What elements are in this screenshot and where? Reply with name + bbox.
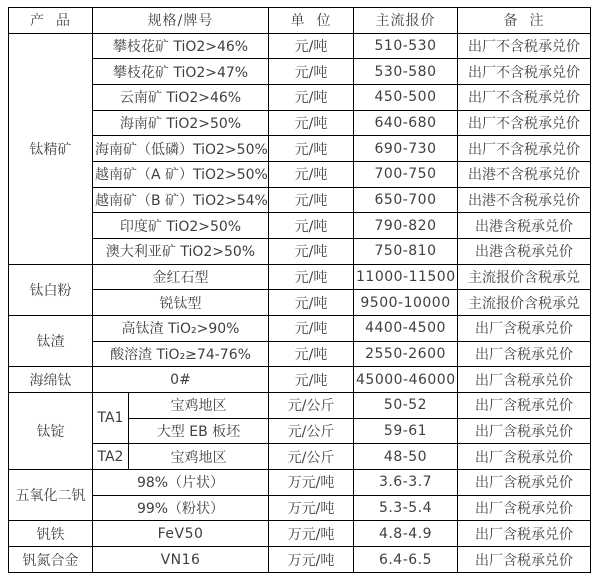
price-cell: 2550-2600 — [354, 341, 458, 367]
note-cell: 出厂含税承兑价 — [458, 367, 591, 393]
spec-cell: 印度矿 TiO2>50% — [93, 213, 269, 239]
unit-cell: 元/公斤 — [269, 393, 354, 419]
price-cell: 3.6-3.7 — [354, 470, 458, 496]
price-cell: 700-750 — [354, 162, 458, 188]
price-cell: 48-50 — [354, 444, 458, 470]
note-cell: 主流报价含税承兑 — [458, 264, 591, 290]
price-cell: 50-52 — [354, 393, 458, 419]
note-cell: 出厂含税承兑价 — [458, 316, 591, 342]
price-cell: 450-500 — [354, 85, 458, 111]
unit-cell: 万元/吨 — [269, 470, 354, 496]
header-note: 备 注 — [458, 8, 591, 34]
note-cell: 出港不含税承兑价 — [458, 187, 591, 213]
spec-cell: 攀枝花矿 TiO2>47% — [93, 59, 269, 85]
spec-cell: 金红石型 — [93, 264, 269, 290]
unit-cell: 元/公斤 — [269, 418, 354, 444]
note-cell: 出港含税承兑价 — [458, 213, 591, 239]
note-cell: 出厂不含税承兑价 — [458, 33, 591, 59]
note-cell: 出厂含税承兑价 — [458, 393, 591, 419]
spec-cell: 云南矿 TiO2>46% — [93, 85, 269, 111]
table-row — [9, 444, 591, 470]
note-cell: 出厂不含税承兑价 — [458, 85, 591, 111]
header-spec: 规格/牌号 — [93, 8, 269, 34]
unit-cell: 元/吨 — [269, 290, 354, 316]
note-cell: 出厂含税承兑价 — [458, 418, 591, 444]
spec-cell: 高钛渣 TiO₂>90% — [93, 316, 269, 342]
note-cell: 出厂含税承兑价 — [458, 341, 591, 367]
spec-cell: 越南矿（A 矿）TiO2>50% — [93, 162, 269, 188]
price-cell: 530-580 — [354, 59, 458, 85]
table-row — [9, 33, 591, 59]
note-cell: 出厂不含税承兑价 — [458, 110, 591, 136]
product-cell: 钛渣 — [9, 316, 93, 367]
note-cell: 出厂含税承兑价 — [458, 444, 591, 470]
price-cell: 5.3-5.4 — [354, 495, 458, 521]
unit-cell: 元/吨 — [269, 264, 354, 290]
spec-cell: 越南矿（B 矿）TiO2>54% — [93, 187, 269, 213]
price-cell: 4400-4500 — [354, 316, 458, 342]
price-cell: 650-700 — [354, 187, 458, 213]
price-cell: 11000-11500 — [354, 264, 458, 290]
table-row — [9, 367, 591, 393]
unit-cell: 元/公斤 — [269, 444, 354, 470]
header-price: 主流报价 — [354, 8, 458, 34]
product-cell: 五氧化二钒 — [9, 470, 93, 521]
spec-cell: 99%（粉状） — [93, 495, 269, 521]
price-table — [8, 7, 591, 573]
table-row — [9, 264, 591, 290]
table-row — [9, 547, 591, 573]
unit-cell: 元/吨 — [269, 59, 354, 85]
spec-cell: 澳大利亚矿 TiO2>50% — [93, 239, 269, 265]
note-cell: 出厂不含税承兑价 — [458, 136, 591, 162]
product-cell: 钛精矿 — [9, 33, 93, 264]
price-cell: 45000-46000 — [354, 367, 458, 393]
spec-cell: 酸溶渣 TiO₂≥74-76% — [93, 341, 269, 367]
unit-cell: 元/吨 — [269, 239, 354, 265]
price-cell: 59-61 — [354, 418, 458, 444]
price-cell: 640-680 — [354, 110, 458, 136]
product-cell: 钒铁 — [9, 521, 93, 547]
unit-cell: 万元/吨 — [269, 547, 354, 573]
unit-cell: 元/吨 — [269, 85, 354, 111]
table-row — [9, 136, 591, 162]
product-cell: 钛白粉 — [9, 264, 93, 315]
spec-cell: 大型 EB 板坯 — [129, 418, 269, 444]
note-cell: 出厂不含税承兑价 — [458, 59, 591, 85]
table-row — [9, 162, 591, 188]
ta-cell: TA2 — [93, 444, 129, 470]
spec-cell: 宝鸡地区 — [129, 444, 269, 470]
spec-cell: FeV50 — [93, 521, 269, 547]
unit-cell: 万元/吨 — [269, 521, 354, 547]
price-cell: 790-820 — [354, 213, 458, 239]
table-row — [9, 187, 591, 213]
spec-cell: 攀枝花矿 TiO2>46% — [93, 33, 269, 59]
unit-cell: 元/吨 — [269, 213, 354, 239]
header-row — [9, 8, 591, 34]
product-cell: 海绵钛 — [9, 367, 93, 393]
unit-cell: 元/吨 — [269, 316, 354, 342]
note-cell: 出厂含税承兑价 — [458, 521, 591, 547]
spec-cell: 锐钛型 — [93, 290, 269, 316]
spec-cell: VN16 — [93, 547, 269, 573]
table-row — [9, 470, 591, 496]
price-cell: 510-530 — [354, 33, 458, 59]
note-cell: 出港不含税承兑价 — [458, 162, 591, 188]
table-row — [9, 290, 591, 316]
unit-cell: 元/吨 — [269, 341, 354, 367]
price-cell: 4.8-4.9 — [354, 521, 458, 547]
price-cell: 750-810 — [354, 239, 458, 265]
note-cell: 主流报价含税承兑 — [458, 290, 591, 316]
product-cell: 钒氮合金 — [9, 547, 93, 573]
table-row — [9, 341, 591, 367]
header-unit: 单 位 — [269, 8, 354, 34]
unit-cell: 元/吨 — [269, 162, 354, 188]
unit-cell: 元/吨 — [269, 110, 354, 136]
product-cell: 钛锭 — [9, 393, 93, 470]
table-row — [9, 239, 591, 265]
header-product: 产 品 — [9, 8, 93, 34]
price-cell: 690-730 — [354, 136, 458, 162]
price-cell: 9500-10000 — [354, 290, 458, 316]
table-row — [9, 393, 591, 419]
price-cell: 6.4-6.5 — [354, 547, 458, 573]
table-row — [9, 521, 591, 547]
unit-cell: 元/吨 — [269, 187, 354, 213]
unit-cell: 元/吨 — [269, 33, 354, 59]
spec-cell: 宝鸡地区 — [129, 393, 269, 419]
note-cell: 出厂含税承兑价 — [458, 470, 591, 496]
table-row — [9, 213, 591, 239]
spec-cell: 98%（片状） — [93, 470, 269, 496]
table-row — [9, 495, 591, 521]
table-row — [9, 85, 591, 111]
unit-cell: 万元/吨 — [269, 495, 354, 521]
note-cell: 出厂含税承兑价 — [458, 547, 591, 573]
unit-cell: 元/吨 — [269, 367, 354, 393]
note-cell: 出厂含税承兑价 — [458, 495, 591, 521]
ta-cell: TA1 — [93, 393, 129, 444]
table-row — [9, 59, 591, 85]
spec-cell: 海南矿 TiO2>50% — [93, 110, 269, 136]
note-cell: 出港含税承兑价 — [458, 239, 591, 265]
spec-cell: 0# — [93, 367, 269, 393]
spec-cell: 海南矿（低磷）TiO2>50% — [93, 136, 269, 162]
unit-cell: 元/吨 — [269, 136, 354, 162]
table-row — [9, 110, 591, 136]
table-row — [9, 316, 591, 342]
